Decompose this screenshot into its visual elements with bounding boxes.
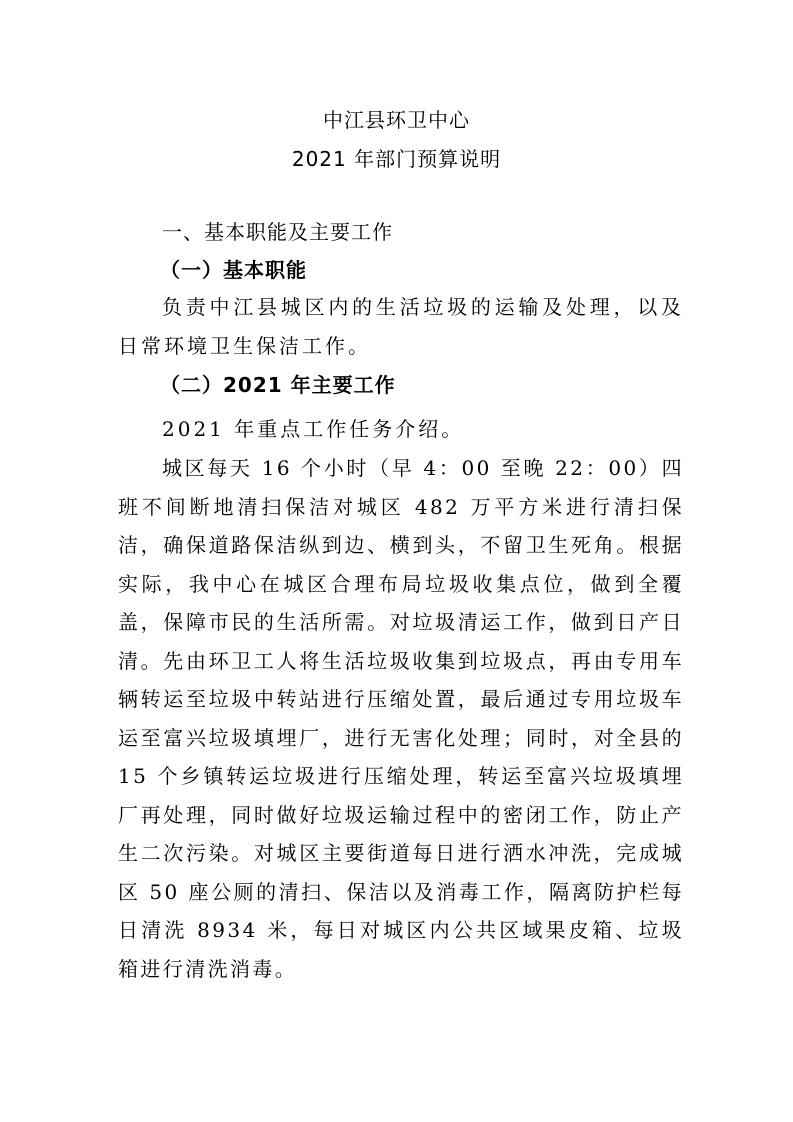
section-heading-basic-functions-and-work: 一、基本职能及主要工作 [162, 220, 393, 244]
paragraph-basic-functions: 负责中江县城区内的生活垃圾的运输及处理，以及日常环境卫生保洁工作。 [118, 295, 684, 358]
document-title: 中江县环卫中心 [323, 108, 470, 132]
subsection-heading-basic-functions: （一）基本职能 [160, 258, 307, 282]
subsection-heading-main-work: （二）2021 年主要工作 [160, 373, 396, 397]
document-subtitle: 2021 年部门预算说明 [291, 147, 502, 171]
paragraph-main-work-intro: 2021 年重点工作任务介绍。 [162, 417, 465, 441]
paragraph-main-work-details: 城区每天 16 个小时（早 4：00 至晚 22：00）四班不间断地清扫保洁对城区 482 万平方米进行清扫保洁，确保道路保洁纵到边、横到头，不留卫生死角。根据实际，我中心在城区合理布局垃圾收集点位，做到全覆盖，保障市民的生活所需。对垃圾清运工作，做到日产日清。先由环卫工人将生活垃圾收集到垃圾点，再由专用车辆转运至垃圾中转站进行压缩处置，最后通过专用垃圾车运至富兴垃圾填埋厂，进行无害化处理；同时，对全县的 15 个乡镇转运垃圾进行压缩处理，转运至富兴垃圾填埋厂再处理，同时做好垃圾运输过程中的密闭工作，防止产生二次污染。对城区主要街道每日进行洒水冲洗，完成城区 50 座公厕的清扫、保洁以及消毒工作，隔离防护栏每日清洗 8934 米，每日对城区内公共区域果皮箱、垃圾箱进行清洗消毒。 [118, 456, 684, 981]
